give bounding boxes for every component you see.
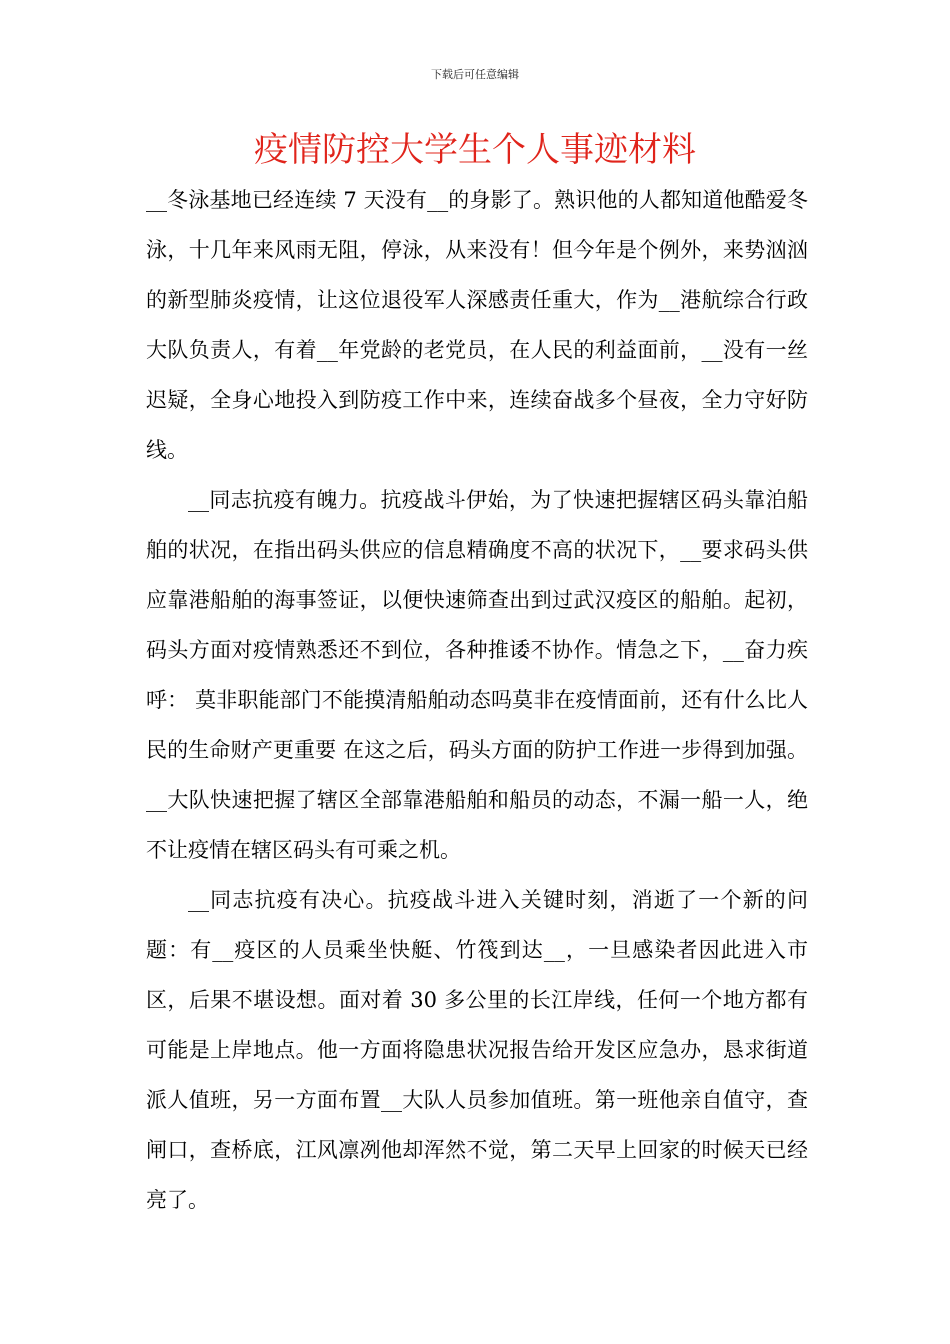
paragraph-1: __冬泳基地已经连续 7 天没有__的身影了。熟识他的人都知道他酷爱冬泳，十几年来风雨无阻，停泳，从来没有！但今年是个例外，来势汹汹的新型肺炎疫情，让这位退役军人深感责任重大，作为__港航综合行政大队负责人，有着__年党龄的老党员，在人民的利益面前，__没有一丝迟疑，全身心地投入到防疫工作中来，连续奋战多个昼夜，全力守好防线。	[146, 188, 808, 462]
paragraph-3: __同志抗疫有决心。抗疫战斗进入关键时刻，消逝了一个新的问题：有__疫区的人员乘坐快艇、竹筏到达__，一旦感染者因此进入市区，后果不堪设想。面对着 30 多公里的长江岸线，任何一个地方都有可能是上岸地点。他一方面将隐患状况报告给开发区应急办，恳求街道派人值班，另一方面布置__大队人员参加值班。第一班他亲自值守，查闸口，查桥底，江风凛冽他却浑然不觉，第二天早上回家的时候天已经亮了。	[146, 888, 808, 1212]
document-title: 疫情防控大学生个人事迹材料	[254, 130, 696, 170]
paragraph-2: __同志抗疫有魄力。抗疫战斗伊始，为了快速把握辖区码头靠泊船舶的状况，在指出码头供应的信息精确度不高的状况下，__要求码头供应靠港船舶的海事签证，以便快速筛查出到过武汉疫区的船舶。起初，码头方面对疫情熟悉还不到位，各种推诿不协作。情急之下，__奋力疾呼： 莫非职能部门不能摸清船舶动态吗莫非在疫情面前，还有什么比人民的生命财产更重要 在这之后，码头方面的防护工作进一步得到加强。__大队快速把握了辖区全部靠港船舶和船员的动态，不漏一船一人，绝不让疫情在辖区码头有可乘之机。	[146, 488, 808, 862]
header-note: 下载后可任意编辑	[431, 68, 519, 81]
document-body	[146, 175, 808, 1225]
